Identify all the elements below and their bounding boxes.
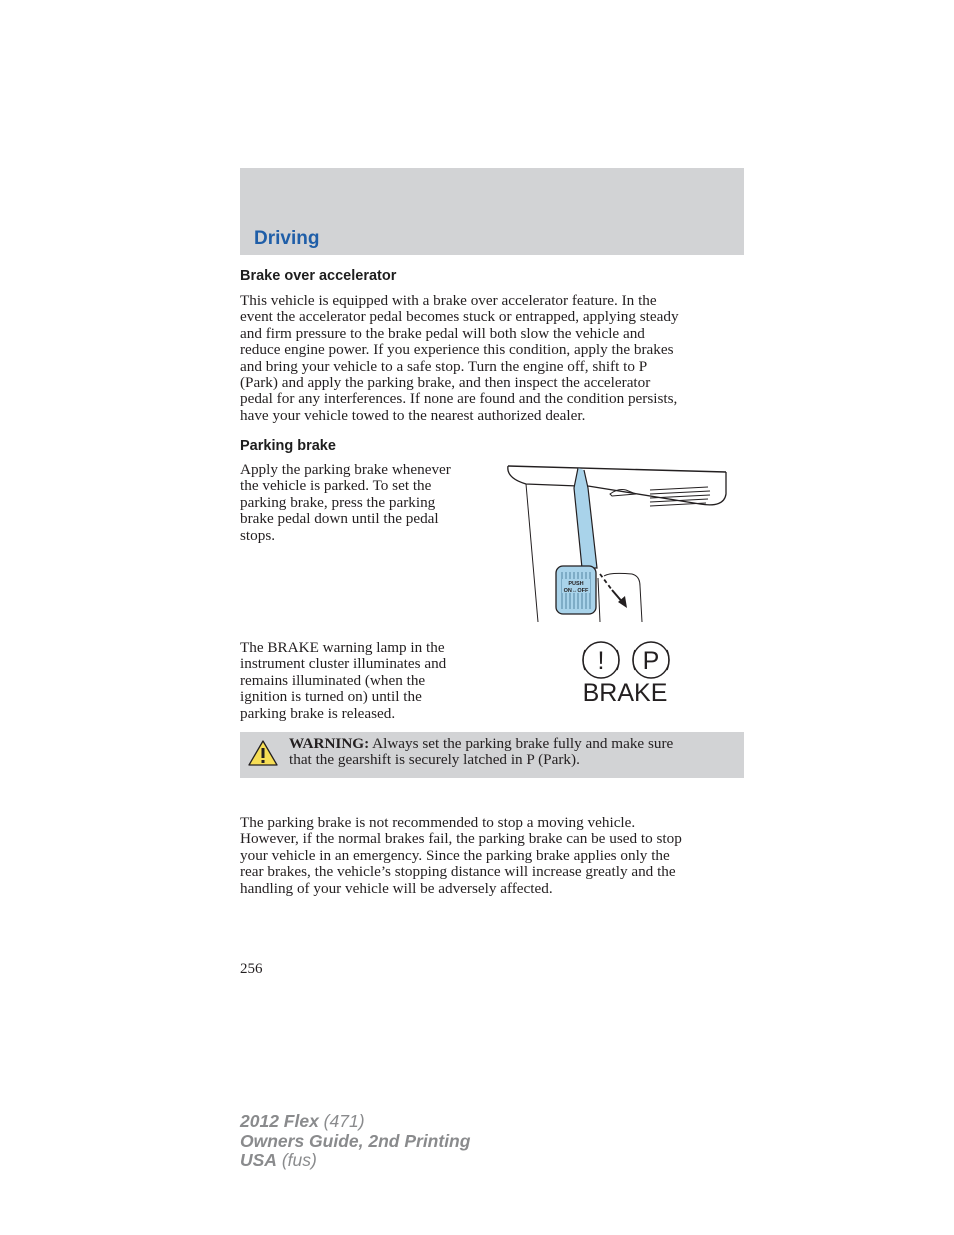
- warning-text: [289, 736, 734, 769]
- text-line: have your vehicle towed to the nearest authorized dealer.: [240, 406, 586, 424]
- paragraph-apply-parking-brake: [240, 462, 451, 544]
- heading-parking-brake: Parking brake: [240, 438, 336, 454]
- text-line: event the accelerator pedal becomes stuck or entrapped, applying steady: [240, 308, 679, 326]
- warning-line-2: that the gearshift is securely latched in P (Park).: [289, 751, 580, 769]
- heading-brake-over-accelerator: Brake over accelerator: [240, 268, 397, 284]
- text-line: ignition is turned on) until the: [240, 688, 422, 706]
- parking-brake-pedal-illustration: [500, 462, 732, 626]
- lamp-p: P: [642, 647, 660, 675]
- warning-triangle-icon: [247, 739, 279, 767]
- paragraph-parking-brake-not-recommended: [240, 815, 682, 897]
- document-footer: [240, 1112, 470, 1171]
- section-header-band: [240, 168, 744, 255]
- footer-market: USA: [240, 1150, 277, 1170]
- pedal-label-top: PUSH: [568, 581, 584, 587]
- pedal-label-bottom: ON↔OFF: [563, 588, 589, 594]
- warning-line-1: Always set the parking brake fully and make sure: [372, 735, 674, 752]
- text-line: and firm pressure to the brake pedal will both slow the vehicle and: [240, 324, 645, 342]
- text-line: handling of your vehicle will be adversely affected.: [240, 879, 553, 897]
- text-line: This vehicle is equipped with a brake over accelerator feature. In the: [240, 292, 657, 309]
- text-line: parking brake, press the parking: [240, 493, 436, 511]
- text-line: remains illuminated (when the: [240, 671, 426, 689]
- section-title: Driving: [254, 228, 320, 249]
- footer-market-code: (fus): [276, 1150, 317, 1170]
- text-line: instrument cluster illuminates and: [240, 655, 447, 673]
- text-line: stops.: [240, 526, 276, 544]
- press-direction-arrow: [600, 574, 612, 590]
- text-line: brake pedal down until the pedal: [240, 510, 439, 528]
- text-line: reduce engine power. If you experience this condition, apply the brakes: [240, 341, 674, 359]
- text-line: pedal for any interferences. If none are found and the condition persists,: [240, 390, 678, 408]
- text-line: Apply the parking brake whenever: [240, 461, 451, 478]
- text-line: your vehicle in an emergency. Since the parking brake applies only the: [240, 846, 670, 864]
- text-line: the vehicle is parked. To set the: [240, 477, 432, 495]
- text-line: However, if the normal brakes fail, the parking brake can be used to stop: [240, 830, 682, 848]
- page-number: 256: [240, 961, 263, 977]
- warning-label: WARNING:: [289, 735, 370, 752]
- warning-box: [240, 732, 744, 778]
- paragraph-brake-warning-lamp: [240, 640, 446, 722]
- text-line: The BRAKE warning lamp in the: [240, 639, 445, 656]
- footer-model-code: (471): [318, 1111, 365, 1131]
- text-line: (Park) and apply the parking brake, and then inspect the accelerator: [240, 374, 651, 392]
- text-line: The parking brake is not recommended to stop a moving vehicle.: [240, 814, 636, 831]
- text-line: rear brakes, the vehicle’s stopping distance will increase greatly and the: [240, 863, 676, 881]
- paragraph-brake-over-accelerator: [240, 293, 679, 424]
- footer-model: 2012 Flex: [240, 1111, 319, 1131]
- text-line: and bring your vehicle to a safe stop. Turn the engine off, shift to P: [240, 357, 648, 375]
- lamp-brake-word: BRAKE: [582, 679, 668, 706]
- text-line: parking brake is released.: [240, 704, 396, 722]
- brake-warning-lamp-icon: [576, 640, 676, 706]
- footer-guide: Owners Guide, 2nd Printing: [240, 1130, 471, 1151]
- lamp-exclamation: !: [597, 647, 605, 675]
